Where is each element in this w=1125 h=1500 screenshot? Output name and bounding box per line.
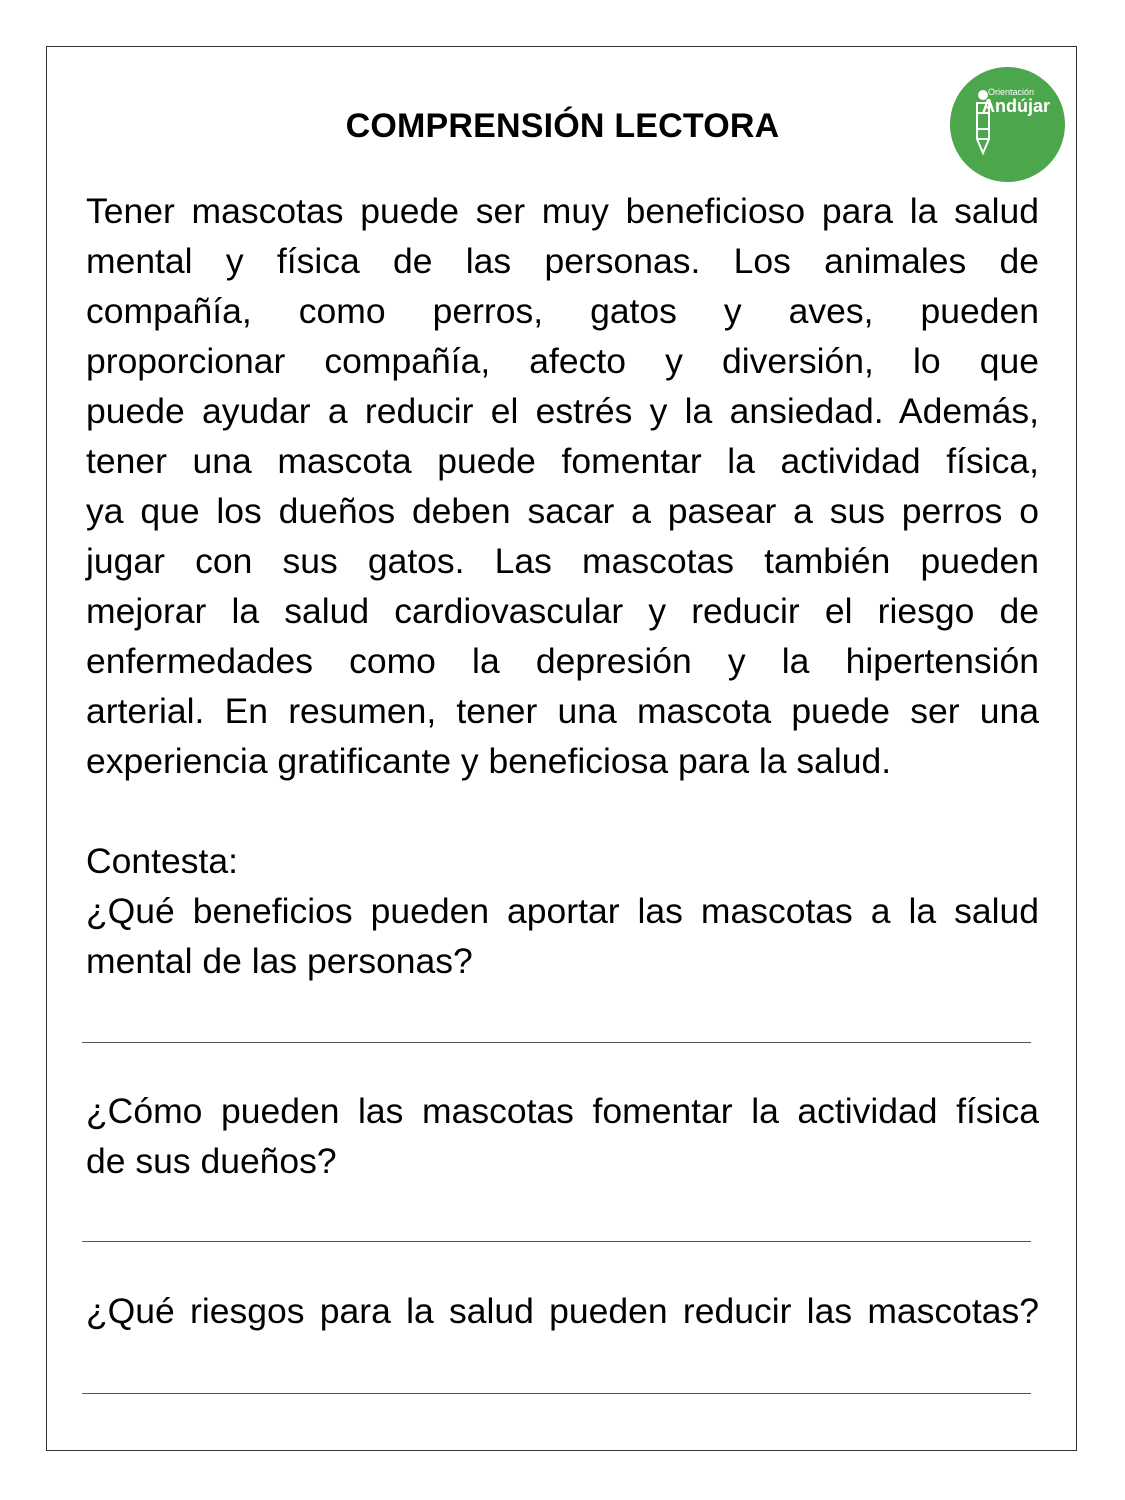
passage-line: proporcionar compañía, afecto y diversión, lo que: [86, 341, 1039, 381]
question-3: [86, 1286, 1039, 1336]
question-2: [86, 1086, 1039, 1186]
question-1: [86, 886, 1039, 986]
answer-line-1[interactable]: [82, 1042, 1031, 1043]
passage-line: arterial. En resumen, tener una mascota puede ser una: [86, 691, 1039, 731]
passage-line: puede ayudar a reducir el estrés y la ansiedad. Además,: [86, 391, 1039, 431]
question-text: ¿Qué riesgos para la salud pueden reducir las mascotas?: [86, 1291, 1039, 1331]
question-text: de sus dueños?: [86, 1141, 337, 1181]
question-text: ¿Qué beneficios pueden aportar las mascotas a la salud: [86, 891, 1039, 931]
question-text: ¿Cómo pueden las mascotas fomentar la actividad física: [86, 1091, 1039, 1131]
question-text: mental de las personas?: [86, 941, 473, 981]
passage-line: mental y física de las personas. Los animales de: [86, 241, 1039, 281]
passage-line: ya que los dueños deben sacar a pasear a sus perros o: [86, 491, 1039, 531]
logo-text-main: Andújar: [982, 96, 1051, 116]
passage-line: Tener mascotas puede ser muy beneficioso para la salud: [86, 191, 1039, 231]
instruction: [86, 836, 1039, 886]
passage-line: compañía, como perros, gatos y aves, pueden: [86, 291, 1039, 331]
instruction-label: Contesta:: [86, 841, 238, 881]
answer-line-3[interactable]: [82, 1393, 1031, 1394]
reading-passage: [86, 186, 1039, 786]
answer-line-2[interactable]: [82, 1241, 1031, 1242]
logo-text-top: Orientación: [988, 87, 1035, 97]
passage-line: enfermedades como la depresión y la hipertensión: [86, 641, 1039, 681]
passage-line: jugar con sus gatos. Las mascotas también pueden: [86, 541, 1039, 581]
passage-line: tener una mascota puede fomentar la actividad física,: [86, 441, 1039, 481]
passage-line: experiencia gratificante y beneficiosa para la salud.: [86, 741, 892, 781]
passage-line: mejorar la salud cardiovascular y reducir el riesgo de: [86, 591, 1039, 631]
orientacion-andujar-logo: [950, 67, 1065, 182]
page-title: COMPRENSIÓN LECTORA: [345, 107, 780, 145]
